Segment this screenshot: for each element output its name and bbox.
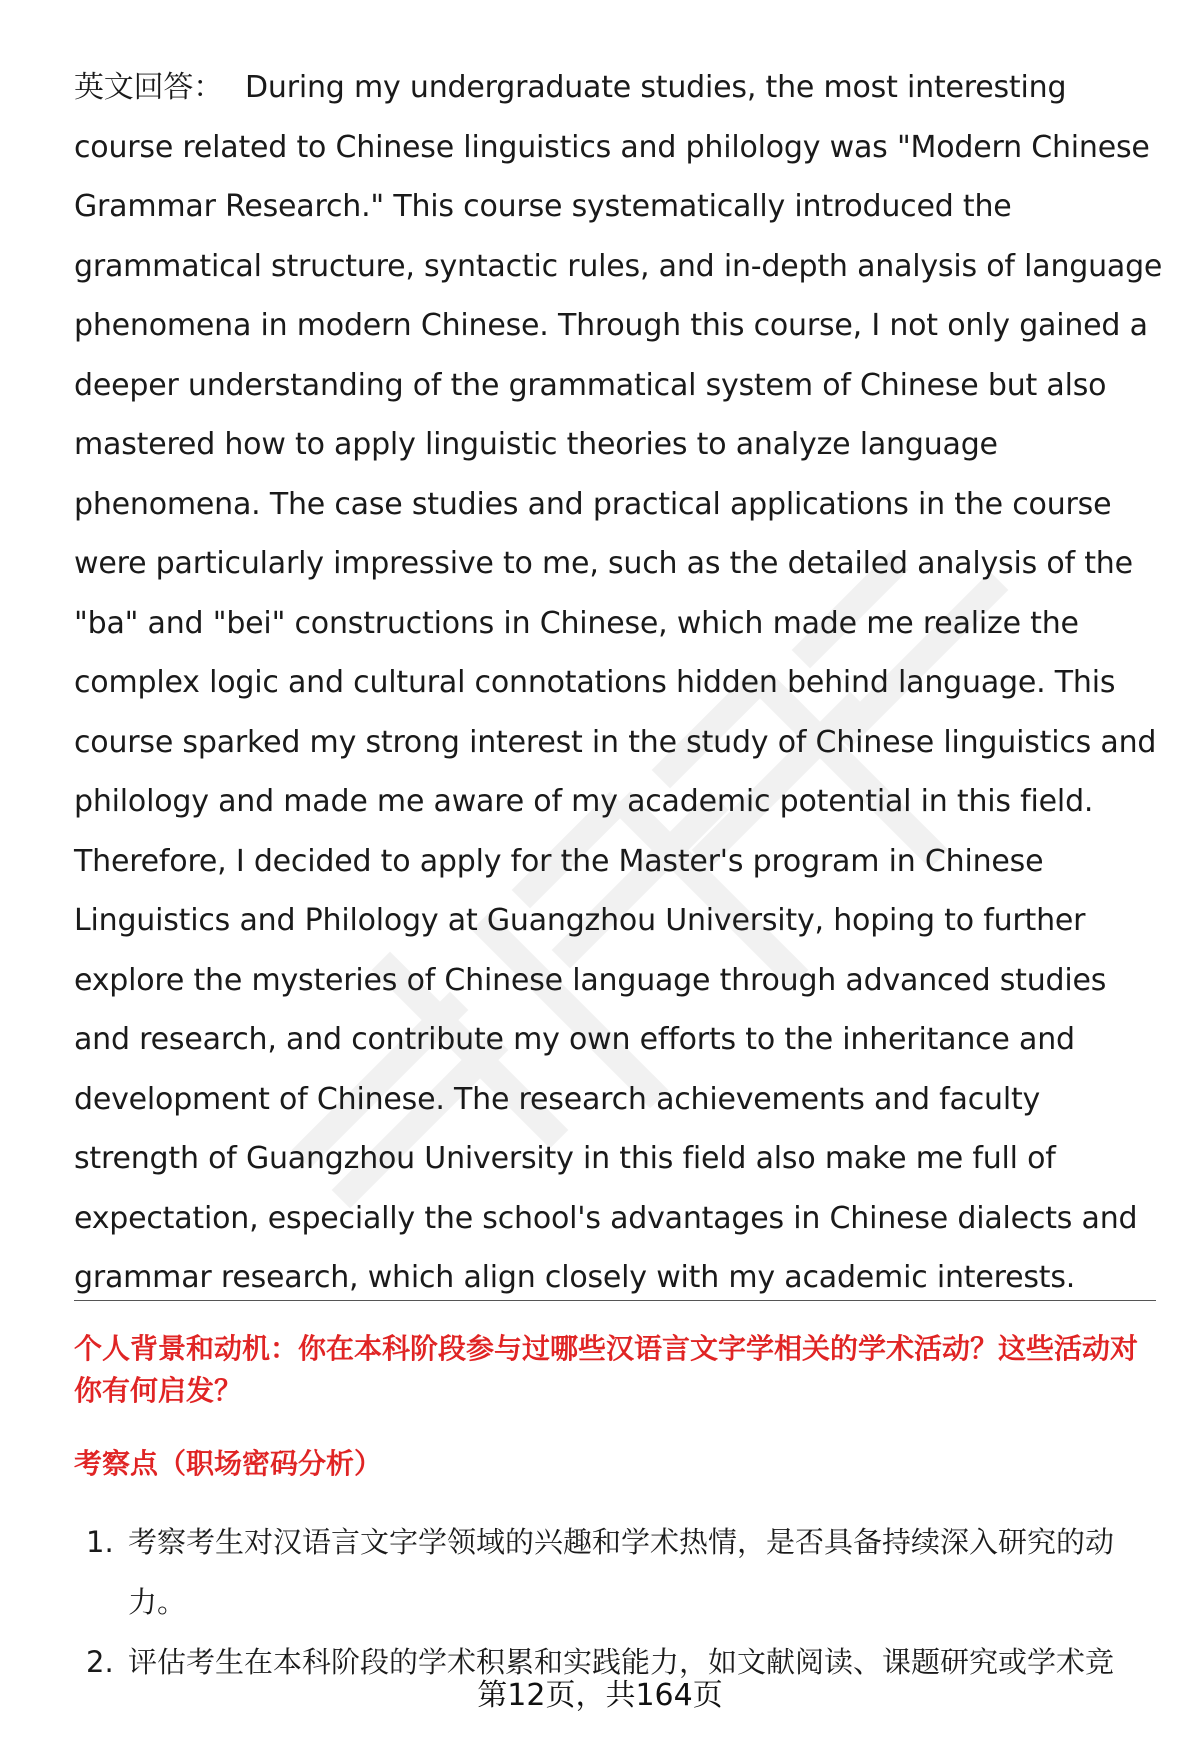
question-heading: 个人背景和动机：你在本科阶段参与过哪些汉语言文字学相关的学术活动？这些活动对你有何启发？: [74, 1332, 1139, 1407]
answer-text: During my undergraduate studies, the most interesting course related to Chinese linguistics and philology was "Modern Chinese Grammar Research." This course systematically introduced the grammatical structure, syntactic rules, and in-depth analysis of language phenomena in modern Chinese. Through this course, I not only gained a deeper understanding of the grammatical system of Chinese but also mastered how to apply linguistic theories to analyze language phenomena. The case studies and practical applications in the course were particularly impressive to me, such as the detailed analysis of the "ba" and "bei" constructions in Chinese, which made me realize the complex logic and cultural connotations hidden behind language. This course sparked my strong interest in the study of Chinese linguistics and philology and made me aware of my academic potential in this field. Therefore, I decided to apply for the Master's program in Chinese Linguistics and Philology at Guangzhou University, hoping to further explore the mysteries of Chinese language through advanced studies and research, and contribute my own efforts to the inheritance and development of Chinese. The research achievements and faculty strength of Guangzhou University in this field also make me full of expectation, especially the school's advantages in Chinese dialects and grammar research, which align closely with my academic interests.: [74, 70, 1163, 1295]
points-list: [74, 1512, 1164, 1692]
page-footer: 第12页，共164页: [477, 1678, 723, 1713]
list-item-number: 1.: [86, 1525, 114, 1559]
section-title: 考察点（职场密码分析）: [74, 1447, 383, 1480]
list-item: [74, 1512, 1164, 1632]
list-item-number: 2.: [86, 1645, 114, 1679]
list-item-text: 评估考生在本科阶段的学术积累和实践能力，如文献阅读、课题研究或学术竞: [128, 1645, 1115, 1679]
answer-label: 英文回答：: [74, 70, 223, 105]
list-item-text: 考察考生对汉语言文字学领域的兴趣和学术热情，是否具备持续深入研究的动力。: [128, 1525, 1115, 1619]
english-answer: [74, 58, 1164, 1308]
section-divider: [74, 1300, 1156, 1301]
